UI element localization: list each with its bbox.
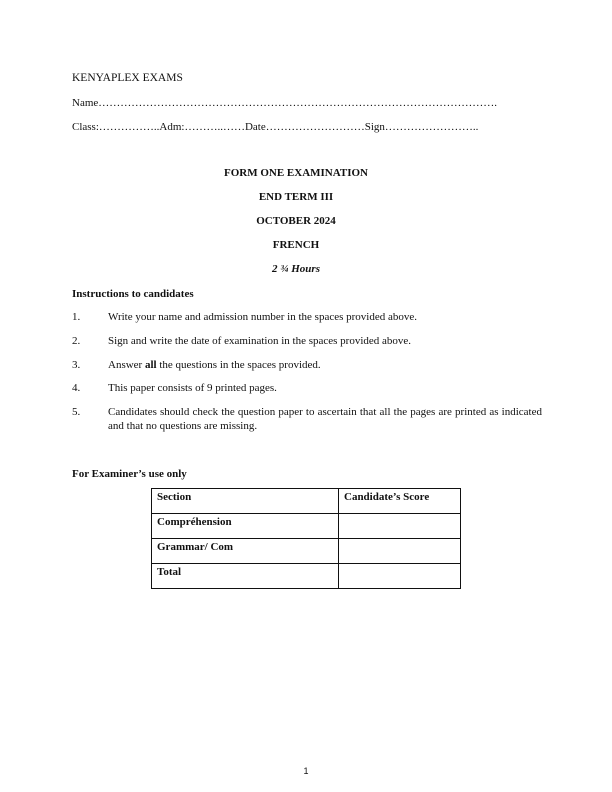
instruction-number: 5. bbox=[72, 406, 81, 418]
score-cell[interactable] bbox=[339, 514, 461, 539]
name-field-line[interactable]: Name………………………………………………………………………………………………. bbox=[72, 97, 498, 109]
instruction-text-bold: all bbox=[144, 359, 157, 371]
instruction-text: This paper consists of 9 printed pages. bbox=[108, 382, 277, 394]
instruction-number: 4. bbox=[72, 382, 81, 394]
instructions-title: Instructions to candidates bbox=[72, 288, 194, 300]
section-cell: Compréhension bbox=[152, 514, 339, 539]
page-number: 1 bbox=[303, 766, 309, 776]
instruction-text: Sign and write the date of examination in the spaces provided above. bbox=[108, 335, 412, 347]
institution-name: KENYAPLEX EXAMS bbox=[72, 72, 183, 84]
exam-term: END TERM III bbox=[258, 191, 334, 203]
exam-subject: FRENCH bbox=[272, 239, 320, 251]
class-adm-date-sign-line[interactable]: Class:……………..Adm:………..……Date………………………Sign…………………….. bbox=[72, 121, 479, 133]
exam-duration: 2 ¾ Hours bbox=[272, 263, 320, 275]
exam-title: FORM ONE EXAMINATION bbox=[223, 167, 368, 179]
table-row bbox=[152, 539, 461, 564]
instruction-text-post: the questions in the spaces provided. bbox=[156, 359, 321, 371]
examiner-title: For Examiner’s use only bbox=[72, 468, 187, 480]
instruction-number: 2. bbox=[72, 335, 81, 347]
instruction-number: 3. bbox=[72, 359, 81, 371]
instruction-text: Write your name and admission number in the spaces provided above. bbox=[108, 311, 417, 323]
instruction-text: Candidates should check the question paper to ascertain that all the pages are printed as indicated and that no questions are missing. bbox=[108, 406, 542, 432]
table-header-row bbox=[152, 489, 461, 514]
table-row bbox=[152, 564, 461, 589]
section-cell: Total bbox=[152, 564, 339, 589]
score-cell[interactable] bbox=[339, 564, 461, 589]
score-table bbox=[151, 488, 461, 589]
instruction-number: 1. bbox=[72, 311, 81, 323]
score-cell[interactable] bbox=[339, 539, 461, 564]
section-cell: Grammar/ Com bbox=[152, 539, 339, 564]
instruction-text-pre: Answer bbox=[108, 359, 145, 371]
exam-date: OCTOBER 2024 bbox=[256, 215, 336, 227]
table-row bbox=[152, 514, 461, 539]
header-section: Section bbox=[152, 489, 339, 514]
instruction-text bbox=[108, 359, 542, 373]
header-score: Candidate’s Score bbox=[339, 489, 461, 514]
